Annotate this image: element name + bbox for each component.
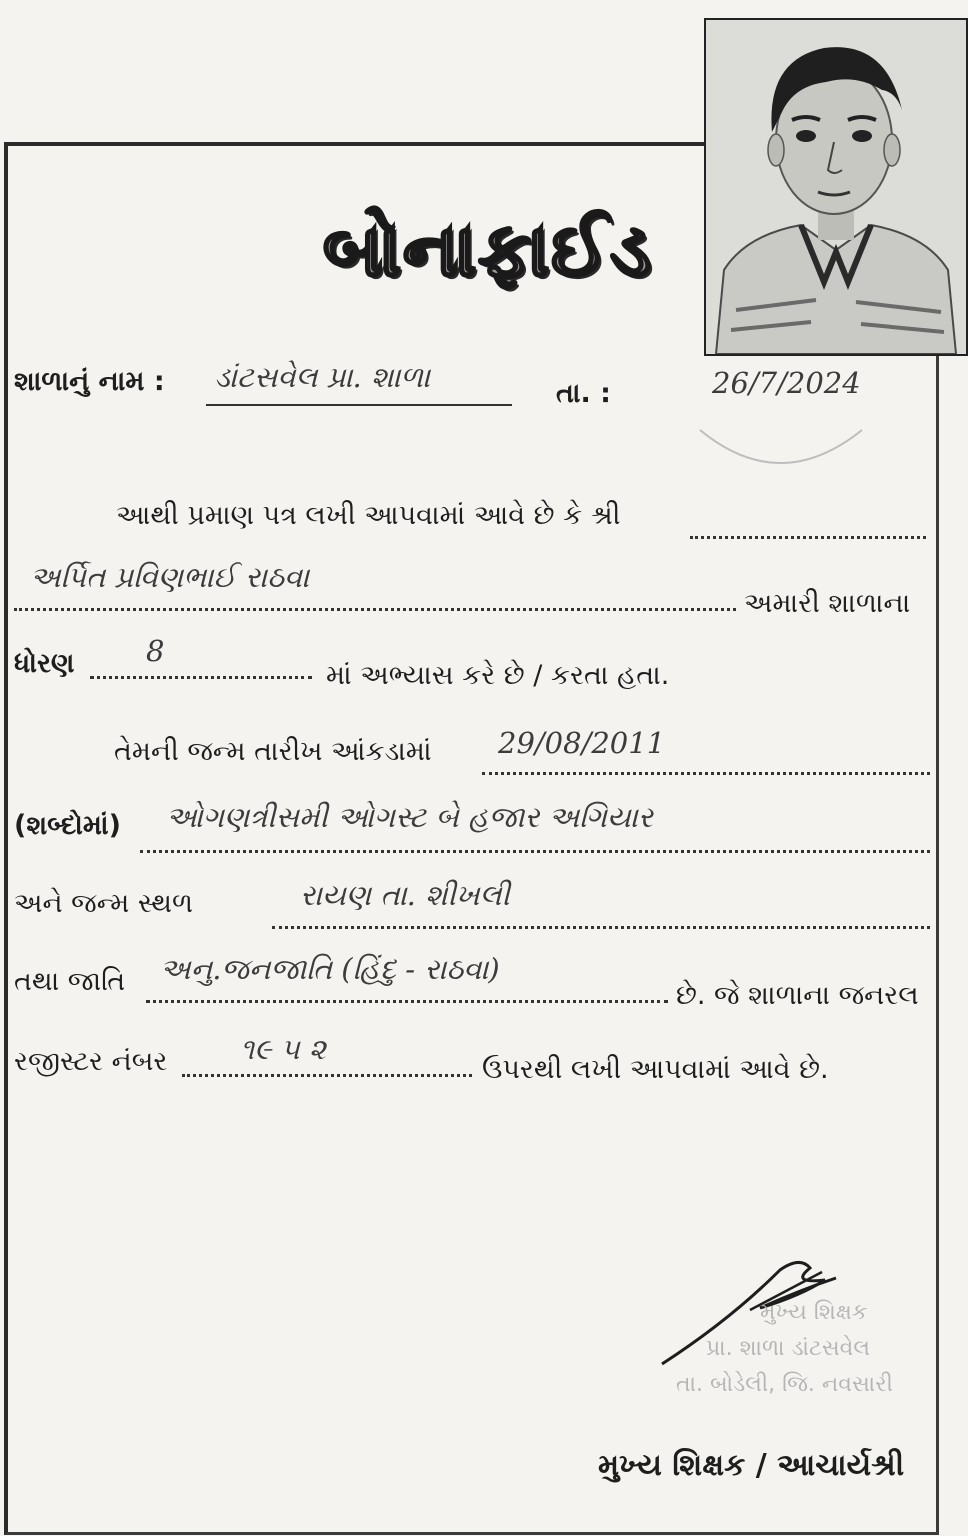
register-dots [182, 1074, 472, 1077]
school-name-label: શાળાનું નામ : [14, 366, 165, 397]
school-name-underline [206, 404, 512, 406]
caste-label: તથા જાતિ [14, 966, 126, 997]
birthplace-value: રાયણ તા. શીખલી [300, 878, 510, 912]
birthplace-label: અને જન્મ સ્થળ [14, 888, 194, 919]
signature-title: મુખ્ય શિક્ષક / આચાર્યશ્રી [598, 1448, 905, 1483]
caste-dots [146, 1000, 668, 1003]
register-value: ૧૯ ૫ ૨ [240, 1032, 326, 1066]
our-school-text: અમારી શાળાના [744, 588, 911, 619]
intro-text: આથી પ્રમાણ પત્ર લખી આપવામાં આવે છે કે શ્રી [116, 500, 621, 531]
school-name-value: ડાંટસવેલ પ્રા. શાળા [214, 360, 431, 394]
certificate-title: બોનાફાઈડ [323, 207, 653, 293]
student-name-value: અર્પિત પ્રવિણભાઈ રાઠવા [30, 560, 310, 594]
stamp-line-1: મુખ્ય શિક્ષક [760, 1300, 868, 1325]
birthplace-dots [272, 926, 930, 929]
school-stamp-mark [690, 400, 870, 496]
stamp-line-3: તા. બોડેલી, જિ. નવસારી [676, 1372, 893, 1397]
dob-figures-dots [482, 772, 930, 775]
student-name-dots [14, 608, 736, 611]
standard-label: ધોરણ [14, 648, 75, 679]
dob-figures-value: 29/08/2011 [498, 726, 666, 760]
date-value: 26/7/2024 [712, 366, 861, 400]
caste-suffix-text: છે. જે શાળાના જનરલ [676, 980, 919, 1011]
standard-dots [90, 676, 312, 679]
intro-dots [690, 536, 926, 539]
dob-figures-label: તેમની જન્મ તારીખ આંકડામાં [114, 736, 432, 767]
stamp-line-2: પ્રા. શાળા ડાંટસવેલ [706, 1336, 870, 1361]
dob-words-value: ઓગણત્રીસમી ઓગસ્ટ બે હજાર અગિયાર [166, 800, 653, 834]
register-label: રજીસ્ટર નંબર [14, 1046, 168, 1077]
date-label: તા. : [556, 378, 611, 409]
dob-words-label: (શબ્દોમાં) [14, 810, 121, 841]
dob-words-dots [140, 850, 930, 853]
standard-value: 8 [146, 634, 165, 668]
register-suffix-text: ઉપરથી લખી આપવામાં આવે છે. [482, 1054, 829, 1085]
student-photo [704, 18, 968, 356]
studying-text: માં અભ્યાસ કરે છે / કરતા હતા. [326, 660, 670, 691]
caste-value: અનુ.જનજાતિ (હિંદુ - રાઠવા) [160, 952, 500, 986]
